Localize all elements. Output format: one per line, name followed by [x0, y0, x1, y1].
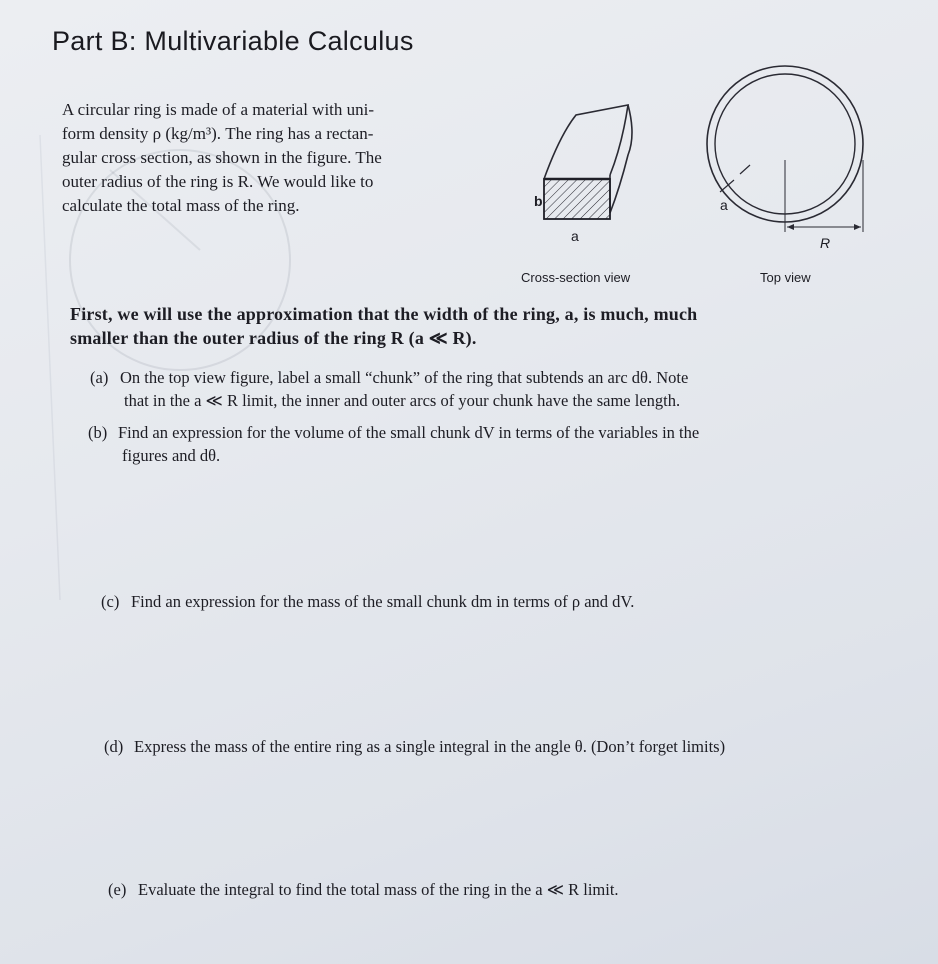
label-a-top: a [720, 197, 728, 213]
approximation-paragraph [70, 302, 890, 350]
label-b: b [534, 193, 543, 209]
question-e [108, 878, 619, 901]
question-d [104, 735, 725, 758]
cross-section-figure [500, 95, 670, 255]
question-a [90, 366, 688, 412]
question-text: Find an expression for the mass of the small chunk dm in terms of ρ and dV. [131, 592, 635, 611]
question-text: Evaluate the integral to find the total mass of the ring in the a ≪ R limit. [138, 880, 619, 899]
question-text: figures and dθ. [122, 446, 221, 465]
intro-line: form density ρ (kg/m³). The ring has a rectan- [62, 124, 374, 143]
question-text: that in the a ≪ R limit, the inner and outer arcs of your chunk have the same length. [124, 391, 681, 410]
intro-line: A circular ring is made of a material with uni- [62, 100, 375, 119]
question-label: (c) [101, 592, 120, 611]
cross-section-rectangle [544, 179, 610, 219]
intro-line: calculate the total mass of the ring. [62, 196, 300, 215]
question-label: (d) [104, 737, 124, 756]
question-label: (b) [88, 423, 108, 442]
question-text: Express the mass of the entire ring as a single integral in the angle θ. (Don’t forget limits) [134, 737, 726, 756]
block-back-edge [610, 105, 632, 213]
intro-paragraph [62, 98, 492, 218]
block-top-edge [544, 105, 628, 179]
question-text: On the top view figure, label a small “chunk” of the ring that subtends an arc dθ. Note [120, 368, 689, 387]
approximation-line: First, we will use the approximation that the width of the ring, a, is much, much [70, 304, 698, 324]
question-label: (e) [108, 880, 127, 899]
intro-line: gular cross section, as shown in the figure. The [62, 148, 382, 167]
top-view-figure [690, 62, 890, 262]
question-label: (a) [90, 368, 109, 387]
question-text: Find an expression for the volume of the small chunk dV in terms of the variables in the [118, 423, 700, 442]
approximation-line: smaller than the outer radius of the ring R (a ≪ R). [70, 328, 477, 348]
top-view-caption: Top view [760, 270, 811, 285]
label-R: R [820, 235, 831, 251]
page-title: Part B: Multivariable Calculus [52, 26, 414, 56]
label-a-cross: a [571, 228, 579, 244]
cross-section-caption: Cross-section view [521, 270, 631, 285]
question-c [101, 590, 634, 613]
question-b [88, 421, 699, 467]
intro-line: outer radius of the ring is R. We would like to [62, 172, 374, 191]
